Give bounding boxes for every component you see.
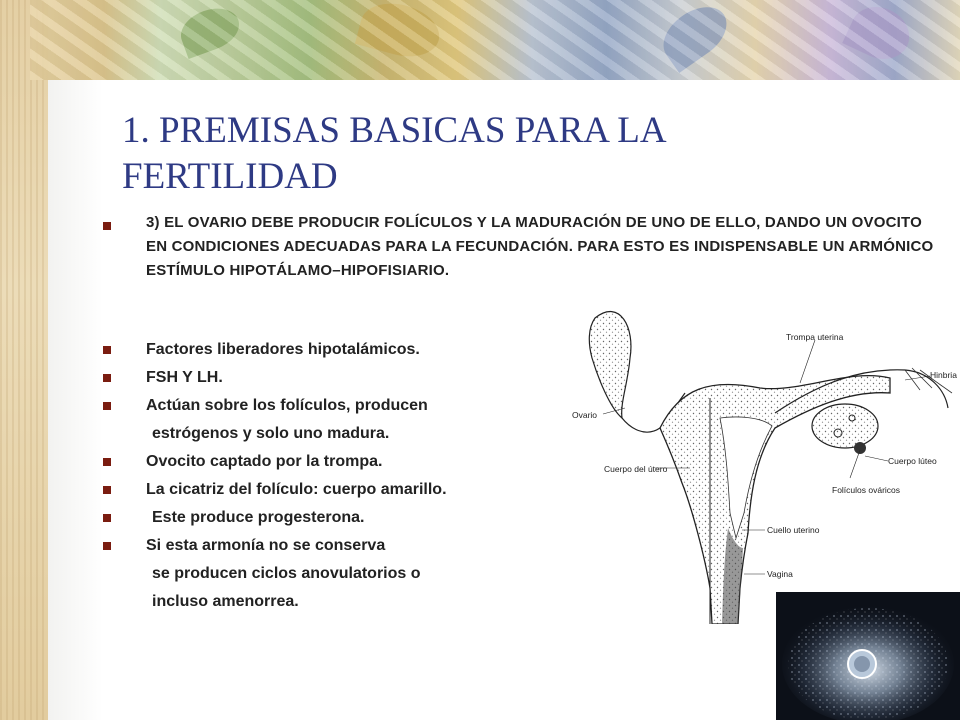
list-item: La cicatriz del folículo: cuerpo amarillo. [146, 481, 447, 498]
banner-leaf [355, 0, 445, 65]
list-item-continuation: estrógenos y solo uno madura. [152, 425, 390, 442]
label-foliculos: Folículos ováricos [832, 485, 901, 495]
oocyte-micrograph [776, 592, 960, 720]
bullet-marker [103, 222, 111, 230]
bullet-marker [103, 542, 111, 550]
bullet-marker [103, 514, 111, 522]
banner-leaf [175, 1, 245, 59]
label-cuerpo-utero: Cuerpo del útero [604, 464, 668, 474]
left-ovary-shape [589, 312, 631, 418]
slide-title: 1. PREMISAS BASICAS PARA LA FERTILIDAD [122, 110, 665, 197]
decorative-banner [30, 0, 960, 80]
label-ovario: Ovario [572, 410, 598, 420]
corpus-luteum-marker [854, 442, 866, 454]
lead-paragraph: 3) EL OVARIO DEBE PRODUCIR FOLÍCULOS Y LA MADURACIÓN DE UNO DE ELLO, DANDO UN OVOCITO EN CONDICIONES ADECUADAS PARA LA FECUNDACIÓN. PARA ESTO ES INDISPENSABLE UN ARMÓNICO ESTÍMULO HIPOTÁLAMO–HIPOFISIARIO. [146, 214, 934, 279]
list-item-continuation: incluso amenorrea. [152, 593, 299, 610]
banner-leaf [653, 0, 736, 73]
bullet-marker [103, 374, 111, 382]
bullet-marker [103, 486, 111, 494]
banner-leaf [842, 0, 918, 68]
label-trompa: Trompa uterina [786, 332, 844, 342]
bullet-marker [103, 402, 111, 410]
list-item: Factores liberadores hipotalámicos. [146, 341, 420, 358]
list-item: Este produce progesterona. [152, 509, 365, 526]
label-cuerpo-luteo: Cuerpo lúteo [888, 456, 937, 466]
label-vagina: Vagina [767, 569, 793, 579]
bullet-marker [103, 346, 111, 354]
list-item-continuation: se producen ciclos anovulatorios o [152, 565, 421, 582]
right-ovary [812, 404, 878, 448]
list-item: FSH Y LH. [146, 369, 223, 386]
list-item: Si esta armonía no se conserva [146, 537, 386, 554]
parchment-border [0, 0, 48, 720]
list-item: Actúan sobre los folículos, producen [146, 397, 428, 414]
uterus-anatomy-diagram [560, 298, 960, 624]
bullet-marker [103, 458, 111, 466]
list-item: Ovocito captado por la trompa. [146, 453, 383, 470]
label-cuello: Cuello uterino [767, 525, 820, 535]
label-hinbria: Hinbria [930, 370, 957, 380]
